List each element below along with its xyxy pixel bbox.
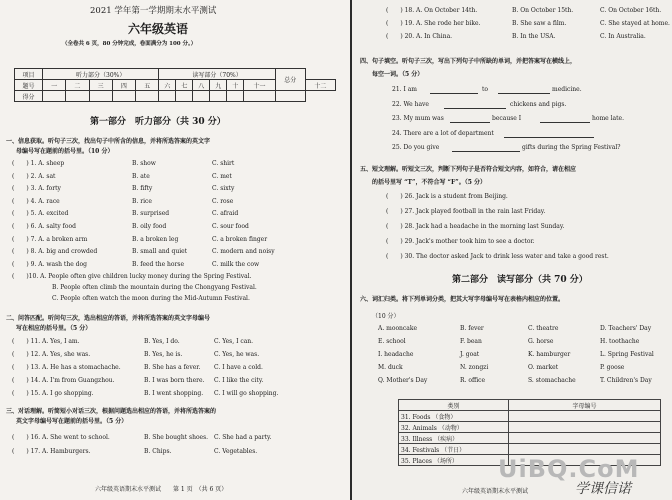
answer-blank[interactable]: [452, 151, 520, 152]
true-false-item: ( ) 30. The doctor asked Jack to drink less water and take a good rest.: [386, 253, 609, 260]
question-row-option: B. rice: [132, 197, 152, 205]
part1-title: 第一部分 听力部分（共 30 分）: [90, 117, 226, 127]
question-row: ( ) 19. A. She rode her bike.: [386, 20, 481, 27]
question-row-option: C. shirt: [212, 160, 235, 167]
question-row: ( ) 7. A. a broken arm: [12, 235, 88, 243]
score-blank: [227, 91, 244, 102]
true-false-item: ( ) 27. Jack played football in the rain last Friday.: [386, 208, 546, 215]
question-row-option: B. She bought shoes.: [144, 434, 209, 441]
section6-instruction: 六、词汇归类。将下列单词分类，把其大写字母编号写在表格内相应的位置。: [360, 296, 565, 303]
letter-header: 字母编号: [509, 400, 661, 411]
question-row-option: C. sour food: [212, 223, 249, 230]
question-row-option: B. Chips.: [144, 448, 172, 455]
score-blank: [112, 91, 135, 102]
score-blank: [89, 91, 112, 102]
score-blank: [210, 91, 227, 102]
word-item: Q. Mother's Day: [378, 377, 428, 384]
question-row: ( ) 9. A. wash the dog: [12, 260, 87, 268]
section3-instruction: 英文字母编号写在题前的括号里。（5 分）: [16, 418, 128, 425]
question-10-option: C. People often watch the moon during the Mid-Autumn Festival.: [52, 295, 250, 302]
part2-title: 第二部分 读写部分（共 70 分）: [452, 275, 588, 285]
fill-in-text: medicine.: [552, 86, 582, 93]
word-item-option: R. office: [460, 377, 486, 384]
question-row: ( ) 16. A. She went to school.: [12, 434, 110, 441]
answer-cell[interactable]: [509, 411, 661, 422]
category-header: 类别: [399, 400, 509, 411]
score-table-cell: 七: [176, 80, 193, 91]
section6-points: （10 分）: [372, 313, 400, 320]
subject-title: 六年级英语: [128, 22, 189, 36]
score-table-cell: 十: [227, 80, 244, 91]
question-row: ( ) 4. A. race: [12, 197, 60, 205]
question-row: ( ) 11. A. Yes, I am.: [12, 338, 80, 345]
score-table-cell: 总分: [275, 69, 305, 91]
word-item-option: D. Teachers' Day: [600, 325, 652, 332]
word-item-option: L. Spring Festival: [600, 351, 654, 358]
score-blank: [66, 91, 89, 102]
word-item-option: O. market: [528, 364, 559, 371]
answer-cell[interactable]: [509, 422, 661, 433]
question-row-option: C. afraid: [212, 210, 239, 218]
question-row-option: B. feed the horse: [132, 260, 185, 268]
question-row: ( ) 18. A. On October 14th.: [386, 7, 478, 14]
question-10: ( )10. A. People often give children lucky money during the Spring Festival.: [12, 273, 252, 280]
section4-instruction: 每空一词。（5 分）: [372, 71, 424, 78]
fill-in-text: 21. I am: [392, 86, 417, 93]
question-row-option: C. rose: [212, 197, 234, 205]
word-item-option: T. Children's Day: [600, 377, 652, 384]
score-table-cell: 得分: [15, 91, 43, 102]
question-row: ( ) 17. A. Hamburgers.: [12, 448, 91, 455]
score-table-cell: 六: [159, 80, 176, 91]
score-blank: [176, 91, 193, 102]
score-table-cell: 三: [89, 80, 112, 91]
answer-blank[interactable]: [450, 122, 490, 123]
question-row: ( ) 2. A. sat: [12, 172, 56, 180]
question-row-option: C. a broken finger: [212, 235, 268, 243]
question-row-option: C. Yes, I can.: [214, 338, 254, 345]
fill-in-text: chickens and pigs.: [510, 100, 567, 108]
question-row-option: C. On October 16th.: [600, 7, 662, 14]
question-row-option: C. met: [212, 172, 232, 180]
fill-in-text: because I: [492, 115, 522, 122]
true-false-item: ( ) 29. Jack's mother took him to see a doctor.: [386, 238, 535, 245]
question-row-option: B. surprised: [132, 210, 170, 218]
true-false-item: ( ) 28. Jack had a headache in the morning last Sunday.: [386, 223, 565, 230]
score-table-cell: 十一: [244, 80, 276, 91]
score-table-cell: 题号: [15, 80, 43, 91]
score-table-cell: 八: [193, 80, 210, 91]
fill-in-text: 23. My mum was: [392, 115, 444, 122]
section1-instruction: 一、信息获取。听句子三次，找出句子中所含的信息，并将所选答案的英文字: [6, 138, 211, 145]
question-row-option: C. modern and noisy: [212, 248, 275, 256]
page-footer: 六年级英语期末水平测试 第 1 页 （共 6 页）: [95, 486, 228, 493]
question-row-option: B. I was born there.: [144, 377, 205, 384]
category-cell: 31. Foods （食物）: [399, 411, 509, 422]
answer-blank[interactable]: [430, 93, 478, 94]
fill-in-text: 24. There are a lot of department: [392, 129, 494, 137]
score-blank: [43, 91, 66, 102]
question-row-option: B. I went shopping.: [144, 390, 204, 397]
score-blank: [244, 91, 276, 102]
question-row: ( ) 6. A. salty food: [12, 223, 76, 230]
question-row-option: B. ate: [132, 172, 150, 180]
section2-instruction: 写在相应的括号里。（5 分）: [16, 325, 92, 332]
question-row-option: B. In the USA.: [512, 33, 556, 40]
question-row: ( ) 15. A. I go shopping.: [12, 390, 94, 397]
question-row-option: B. small and quiet: [132, 248, 188, 256]
question-row-option: B. She has a fever.: [144, 364, 201, 371]
score-table-cell: 十二: [305, 80, 335, 91]
word-item-option: J. goat: [460, 351, 480, 358]
score-blank: [159, 91, 176, 102]
score-table: [14, 68, 336, 102]
category-cell: 35. Places （场所）: [399, 455, 509, 466]
word-item-option: P. goose: [600, 364, 625, 371]
score-table-cell: 九: [210, 80, 227, 91]
answer-cell[interactable]: [509, 444, 661, 455]
question-row-option: B. oily food: [132, 223, 167, 230]
question-row-option: B. show: [132, 160, 156, 167]
score-table-cell: 五: [136, 80, 159, 91]
answer-blank[interactable]: [540, 122, 590, 123]
page-footer: 六年级英语期末水平测试: [462, 488, 529, 495]
question-row: ( ) 13. A. He has a stomachache.: [12, 364, 121, 371]
word-item: A. mooncake: [378, 325, 418, 332]
word-item-option: G. horse: [528, 338, 554, 345]
true-false-item: ( ) 26. Jack is a student from Beijing.: [386, 193, 508, 200]
question-row-option: C. She had a party.: [214, 434, 272, 441]
question-row-option: C. Yes, he was.: [214, 351, 260, 358]
question-row-option: C. She stayed at home.: [600, 20, 670, 27]
score-table-cell: 项目: [15, 69, 43, 80]
category-cell: 33. Illness （疾病）: [399, 433, 509, 444]
question-row-option: B. She saw a film.: [512, 20, 567, 27]
section5-instruction: 的括号里写 “T”，不符合写 “F”。（5 分）: [372, 179, 486, 186]
word-item-option: C. theatre: [528, 325, 559, 332]
question-row: ( ) 12. A. Yes, she was.: [12, 351, 91, 358]
exam-title: 2021 学年第一学期期末水平测试: [90, 6, 217, 16]
question-10-option: B. People often climb the mountain during the Chongyang Festival.: [52, 284, 257, 291]
question-row: ( ) 20. A. In China.: [386, 33, 453, 40]
score-blank: [193, 91, 210, 102]
answer-cell[interactable]: [509, 433, 661, 444]
exam-note: （全卷共 6 页，80 分钟完成，卷面满分为 100 分。）: [62, 41, 197, 47]
section1-instruction: 母编号写在题前的括号里。（10 分）: [16, 148, 114, 155]
question-row-option: B. fifty: [132, 185, 153, 193]
question-row-option: C. I like the city.: [214, 377, 264, 384]
word-item: I. headache: [378, 351, 414, 358]
question-row: ( ) 5. A. excited: [12, 210, 69, 218]
question-row: ( ) 3. A. forty: [12, 185, 61, 193]
fill-in-text: 22. We have: [392, 100, 429, 108]
word-item-option: H. toothache: [600, 338, 640, 345]
score-table-cell: 听力部分（30%）: [43, 69, 159, 80]
fill-in-text: 25. Do you give: [392, 144, 440, 151]
section2-instruction: 二、问答匹配。听问句三次，选出相应的答语，并将所选答案的英文字母编号: [6, 315, 211, 322]
score-table-cell: 四: [112, 80, 135, 91]
question-row-option: B. Yes, he is.: [144, 351, 183, 358]
category-cell: 32. Animals （动物）: [399, 422, 509, 433]
question-row: ( ) 8. A. big and crowded: [12, 248, 98, 256]
category-cell: 34. Festivals （节日）: [399, 444, 509, 455]
word-item-option: K. hamburger: [528, 351, 571, 358]
question-row-option: C. In Australia.: [600, 33, 646, 40]
question-row-option: B. On October 15th.: [512, 7, 574, 14]
question-row-option: C. milk the cow: [212, 260, 260, 268]
section3-instruction: 三、对话理解。听简短小对话三次，根据问题选出相应的答语，并将所选答案的: [6, 408, 217, 415]
question-row-option: C. Vegetables.: [214, 448, 258, 455]
word-item: E. school: [378, 338, 406, 345]
watermark-signature: 学课信诺: [575, 481, 631, 497]
word-item-option: F. bean: [460, 338, 482, 345]
word-item: M. duck: [378, 364, 403, 371]
score-blank: [136, 91, 159, 102]
answer-blank[interactable]: [504, 137, 594, 138]
word-item-option: N. zongzi: [460, 364, 489, 371]
fill-in-text: to: [482, 86, 489, 93]
section4-instruction: 四、句子填空。听句子三次，写出下列句子中所缺的单词，并把答案写在横线上，: [360, 58, 577, 65]
fill-in-text: home late.: [592, 115, 624, 122]
question-row-option: C. I will go shopping.: [214, 390, 279, 397]
watermark-logo: UiBQ.CoM: [498, 455, 640, 483]
answer-blank[interactable]: [498, 93, 550, 94]
question-row-option: B. Yes, I do.: [144, 338, 180, 345]
score-table-cell: 一: [43, 80, 66, 91]
fill-in-text: gifts during the Spring Festival?: [522, 144, 621, 151]
score-table-cell: 二: [66, 80, 89, 91]
word-item-option: S. stomachache: [528, 377, 576, 384]
score-blank: [275, 91, 305, 102]
question-row: ( ) 1. A. sheep: [12, 160, 65, 167]
question-row: ( ) 14. A. I'm from Guangzhou.: [12, 377, 115, 384]
question-row-option: C. sixty: [212, 185, 235, 193]
question-row-option: B. a broken leg: [132, 235, 179, 243]
question-row-option: C. I have a cold.: [214, 364, 263, 371]
word-item-option: B. fever: [460, 325, 484, 332]
score-table-cell: 读写部分（70%）: [159, 69, 275, 80]
answer-blank[interactable]: [444, 108, 506, 109]
section5-instruction: 五、短文理解。听短文三次，判断下列句子是否符合短文内容，如符合，请在相应: [360, 166, 577, 173]
